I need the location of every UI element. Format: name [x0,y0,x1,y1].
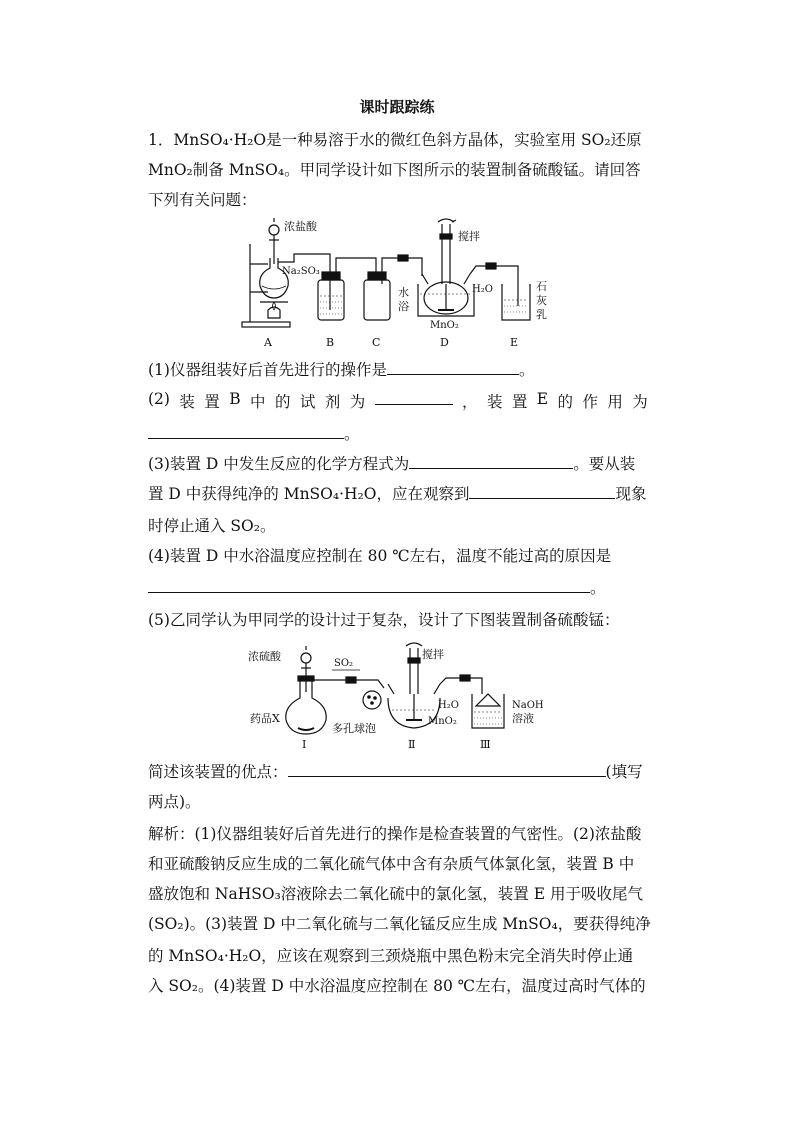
label-solution: 溶液 [512,712,534,725]
question-2-line-1 [148,390,648,412]
question-3-line-1 [148,452,648,474]
question-2-line-2 [148,422,648,444]
question-5-line-1: (5)乙同学认为甲同学的设计过于复杂，设计了下图装置制备硫酸锰： [148,611,620,629]
label-mno2-2: MnO₂ [428,716,457,727]
q1-end: 。 [518,361,535,379]
q3-text-2: 置 D 中获得纯净的 MnSO₄·H₂O，应在观察到 [148,485,470,503]
question-intro-text-1: MnSO₄·H₂O是一种易溶于水的微红色斜方晶体，实验室用 SO₂还原 [173,131,642,149]
q2-end: 。 [344,425,360,443]
analysis-line-3: 盛放饱和 NaHSO₃溶液除去二氧化硫中的氯化氢，装置 E 用于吸收尾气 [148,885,643,903]
q4-end: 。 [590,579,606,597]
q2-char: 装 [486,393,503,411]
porous-bubbler [363,680,384,709]
page-title: 课时跟踪练 [359,98,435,116]
letter-b: B [326,336,335,349]
label-naoh: NaOH [512,700,544,711]
q3-equation-blank[interactable] [409,454,573,469]
question-intro-line-1 [148,128,648,150]
q2-char: (2) [148,390,170,408]
q2-reagent-blank[interactable] [375,390,453,405]
q2-char: 的 [557,393,574,411]
q2-char: E [536,390,549,408]
apparatus-iii [472,694,504,728]
question-5-line-3: 两点)。 [148,793,201,811]
analysis-line-1: 解析：(1)仪器组装好后首先进行的操作是检查装置的气密性。(2)浓盐酸 [148,825,642,843]
question-3-line-3: 时停止通入 SO₂。 [148,517,276,535]
letter-c: C [372,336,381,349]
label-na2so3: Na₂SO₃ [282,266,320,277]
q5-text: 简述该装置的优点： [148,763,288,781]
apparatus-i [286,646,366,734]
q2-char: 为 [632,393,648,411]
q2-char: 的 [274,393,291,411]
q2-char: ， [462,393,478,411]
label-conc-h2so4: 浓硫酸 [248,650,281,663]
question-3-line-2 [148,482,648,504]
label-h2o-1: H₂O [472,284,493,295]
analysis-line-2: 和亚硫酸钠反应生成的二氧化硫气体中含有杂质气体氯化氢，装置 B 中 [148,855,635,873]
q3-text-1: (3)装置 D 中发生反应的化学方程式为 [148,455,410,473]
letter-e: E [510,336,519,349]
roman-i: Ⅰ [302,738,307,751]
q2-char: 试 [299,393,316,411]
label-water-bath-1: 水 [398,286,409,299]
letter-a: A [264,336,272,349]
q3-text-2-end: 现象 [615,485,647,503]
q2-char: 装 [179,393,195,411]
label-water-bath-2: 浴 [398,300,409,313]
label-so2: SO₂ [334,658,354,669]
analysis-line-5: 的 MnSO₄·H₂O，应该在观察到三颈烧瓶中黑色粉末完全消失时停止通 [148,947,634,965]
label-conc-hcl: 浓盐酸 [284,220,317,233]
analysis-line-4: (SO₂)。(3)装置 D 中二氧化硫与二氧化锰反应生成 MnSO₄，要获得纯净 [148,915,651,933]
question-4-line-1: (4)装置 D 中水浴温度应控制在 80 ℃左右，温度不能过高的原因是 [148,547,612,565]
apparatus-e [502,284,530,320]
question-intro-line-2: MnO₂制备 MnSO₄。甲同学设计如下图所示的装置制备硫酸锰。请回答 [148,161,641,179]
q2-char: 为 [349,393,366,411]
q2-function-blank[interactable] [148,424,344,439]
label-stir-1: 搅拌 [458,230,480,243]
label-lime-3: 乳 [536,308,547,321]
question-intro-line-3: 下列有关问题： [148,191,257,209]
q4-reason-blank[interactable] [148,578,590,593]
q2-char: 置 [204,393,220,411]
analysis-line-6: 入 SO₂。(4)装置 D 中水浴温度应控制在 80 ℃左右，温度过高时气体的 [148,977,646,995]
q2-char: 中 [250,393,266,411]
question-5-line-2 [148,760,648,782]
label-stir-2: 搅拌 [422,648,444,661]
q2-char: 用 [607,393,623,411]
q2-char: 作 [582,393,598,411]
question-number: 1． [148,131,174,149]
label-lime-2: 灰 [536,294,547,307]
label-bubbler: 多孔球泡 [332,722,376,735]
apparatus-figure-1 [238,214,568,354]
label-lime-1: 石 [536,280,547,293]
question-1 [148,358,648,380]
apparatus-c [364,255,422,320]
apparatus-b [318,258,376,320]
q1-answer-blank[interactable] [387,360,519,375]
label-drug-x: 药品X [250,712,280,725]
q2-char: 剂 [324,393,341,411]
label-h2o-2: H₂O [438,700,459,711]
label-mno2-1: MnO₂ [430,320,459,331]
q3-text-1-end: 。要从装 [573,455,636,473]
q5-text-end: (填写 [605,763,643,781]
apparatus-figure-2 [248,636,558,752]
roman-iii: Ⅲ [480,738,491,751]
q5-advantages-blank[interactable] [288,762,606,777]
q2-char: B [229,390,241,408]
q2-char: 置 [511,393,528,411]
q1-text: (1)仪器组装好后首先进行的操作是 [148,361,387,379]
question-4-line-2 [148,576,648,598]
q3-phenomenon-blank[interactable] [469,484,615,499]
roman-ii: Ⅱ [408,738,416,751]
letter-d: D [440,336,449,349]
